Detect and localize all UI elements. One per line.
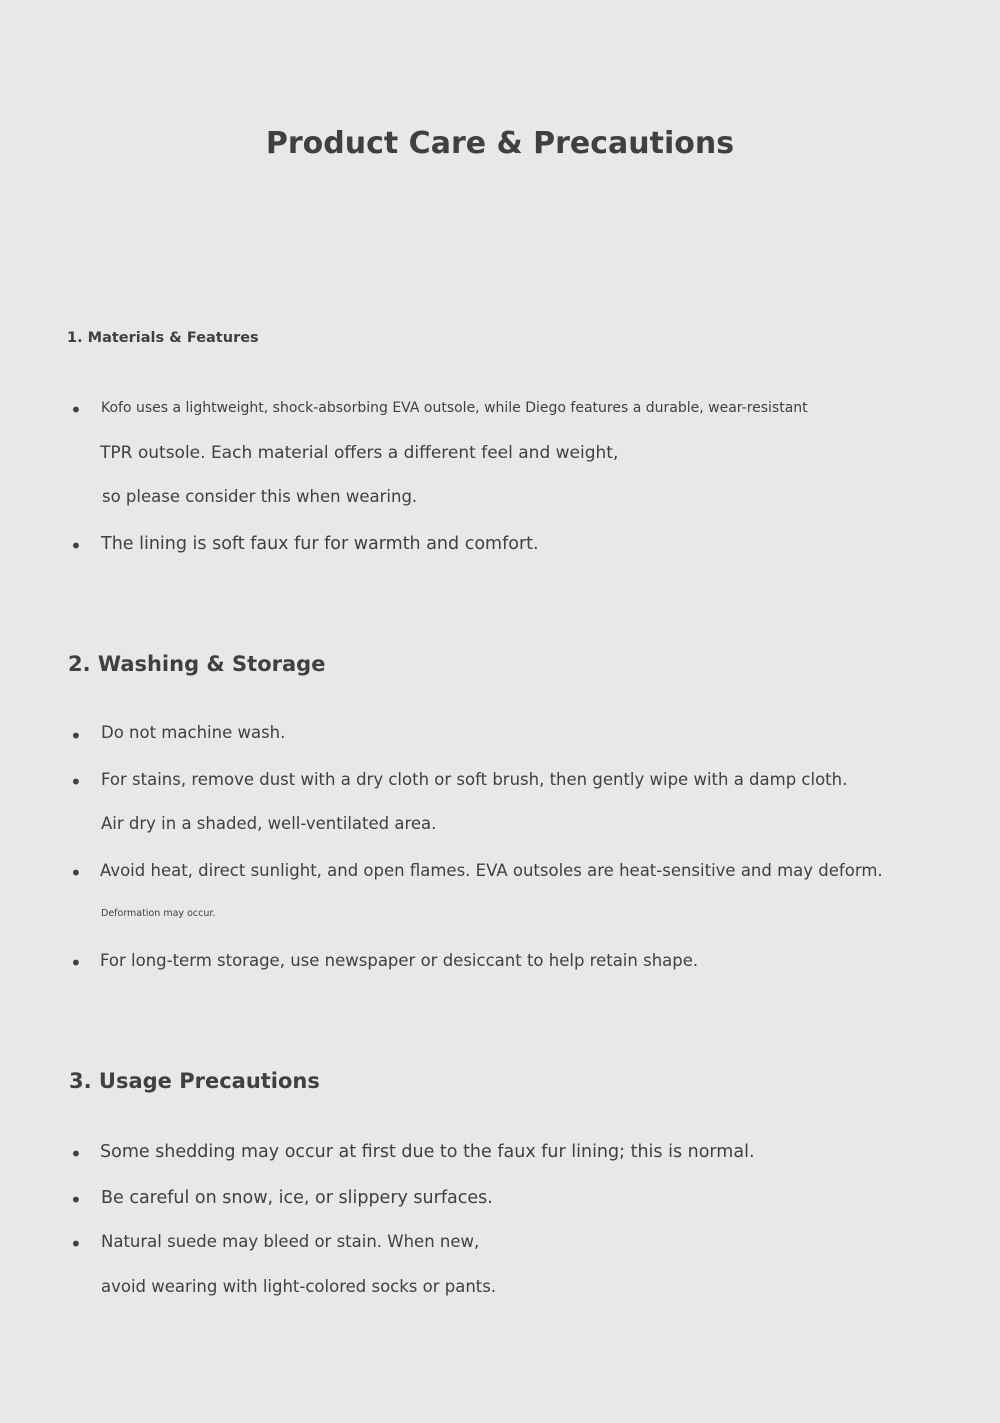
- list-item-line: Be careful on snow, ice, or slippery surfaces.: [101, 1188, 493, 1208]
- list-item-line: Avoid heat, direct sunlight, and open flames. EVA outsoles are heat-sensitive and may deform.: [100, 861, 883, 880]
- bullet: •: [70, 1188, 82, 1212]
- list-item-line: Natural suede may bleed or stain. When new,: [101, 1232, 480, 1251]
- bullet: •: [70, 1142, 82, 1166]
- list-item-line: The lining is soft faux fur for warmth and comfort.: [101, 534, 539, 554]
- bullet: •: [70, 770, 82, 794]
- bullet: •: [70, 398, 82, 422]
- section-heading-usage: 3. Usage Precautions: [69, 1069, 320, 1093]
- list-item-line: Some shedding may occur at first due to the faux fur lining; this is normal.: [100, 1142, 755, 1162]
- bullet: •: [70, 724, 82, 748]
- list-item-line: For long-term storage, use newspaper or desiccant to help retain shape.: [100, 951, 699, 970]
- list-item-line: Do not machine wash.: [101, 723, 286, 742]
- list-item-line: avoid wearing with light-colored socks or pants.: [101, 1277, 497, 1296]
- list-item-line: TPR outsole. Each material offers a different feel and weight,: [100, 443, 619, 463]
- section-heading-materials: 1. Materials & Features: [67, 330, 259, 346]
- bullet: •: [70, 1232, 82, 1256]
- list-item-line: Deformation may occur.: [101, 908, 216, 919]
- bullet: •: [70, 951, 82, 975]
- list-item-line: For stains, remove dust with a dry cloth or soft brush, then gently wipe with a damp cloth.: [101, 770, 848, 789]
- bullet: •: [70, 861, 82, 885]
- section-heading-washing: 2. Washing & Storage: [68, 652, 326, 676]
- bullet: •: [70, 534, 82, 558]
- list-item-line: so please consider this when wearing.: [102, 487, 418, 506]
- list-item-line: Kofo uses a lightweight, shock-absorbing EVA outsole, while Diego features a durable, wear-resistant: [101, 400, 808, 416]
- list-item-line: Air dry in a shaded, well-ventilated area.: [101, 814, 437, 833]
- page-title: Product Care & Precautions: [265, 126, 735, 161]
